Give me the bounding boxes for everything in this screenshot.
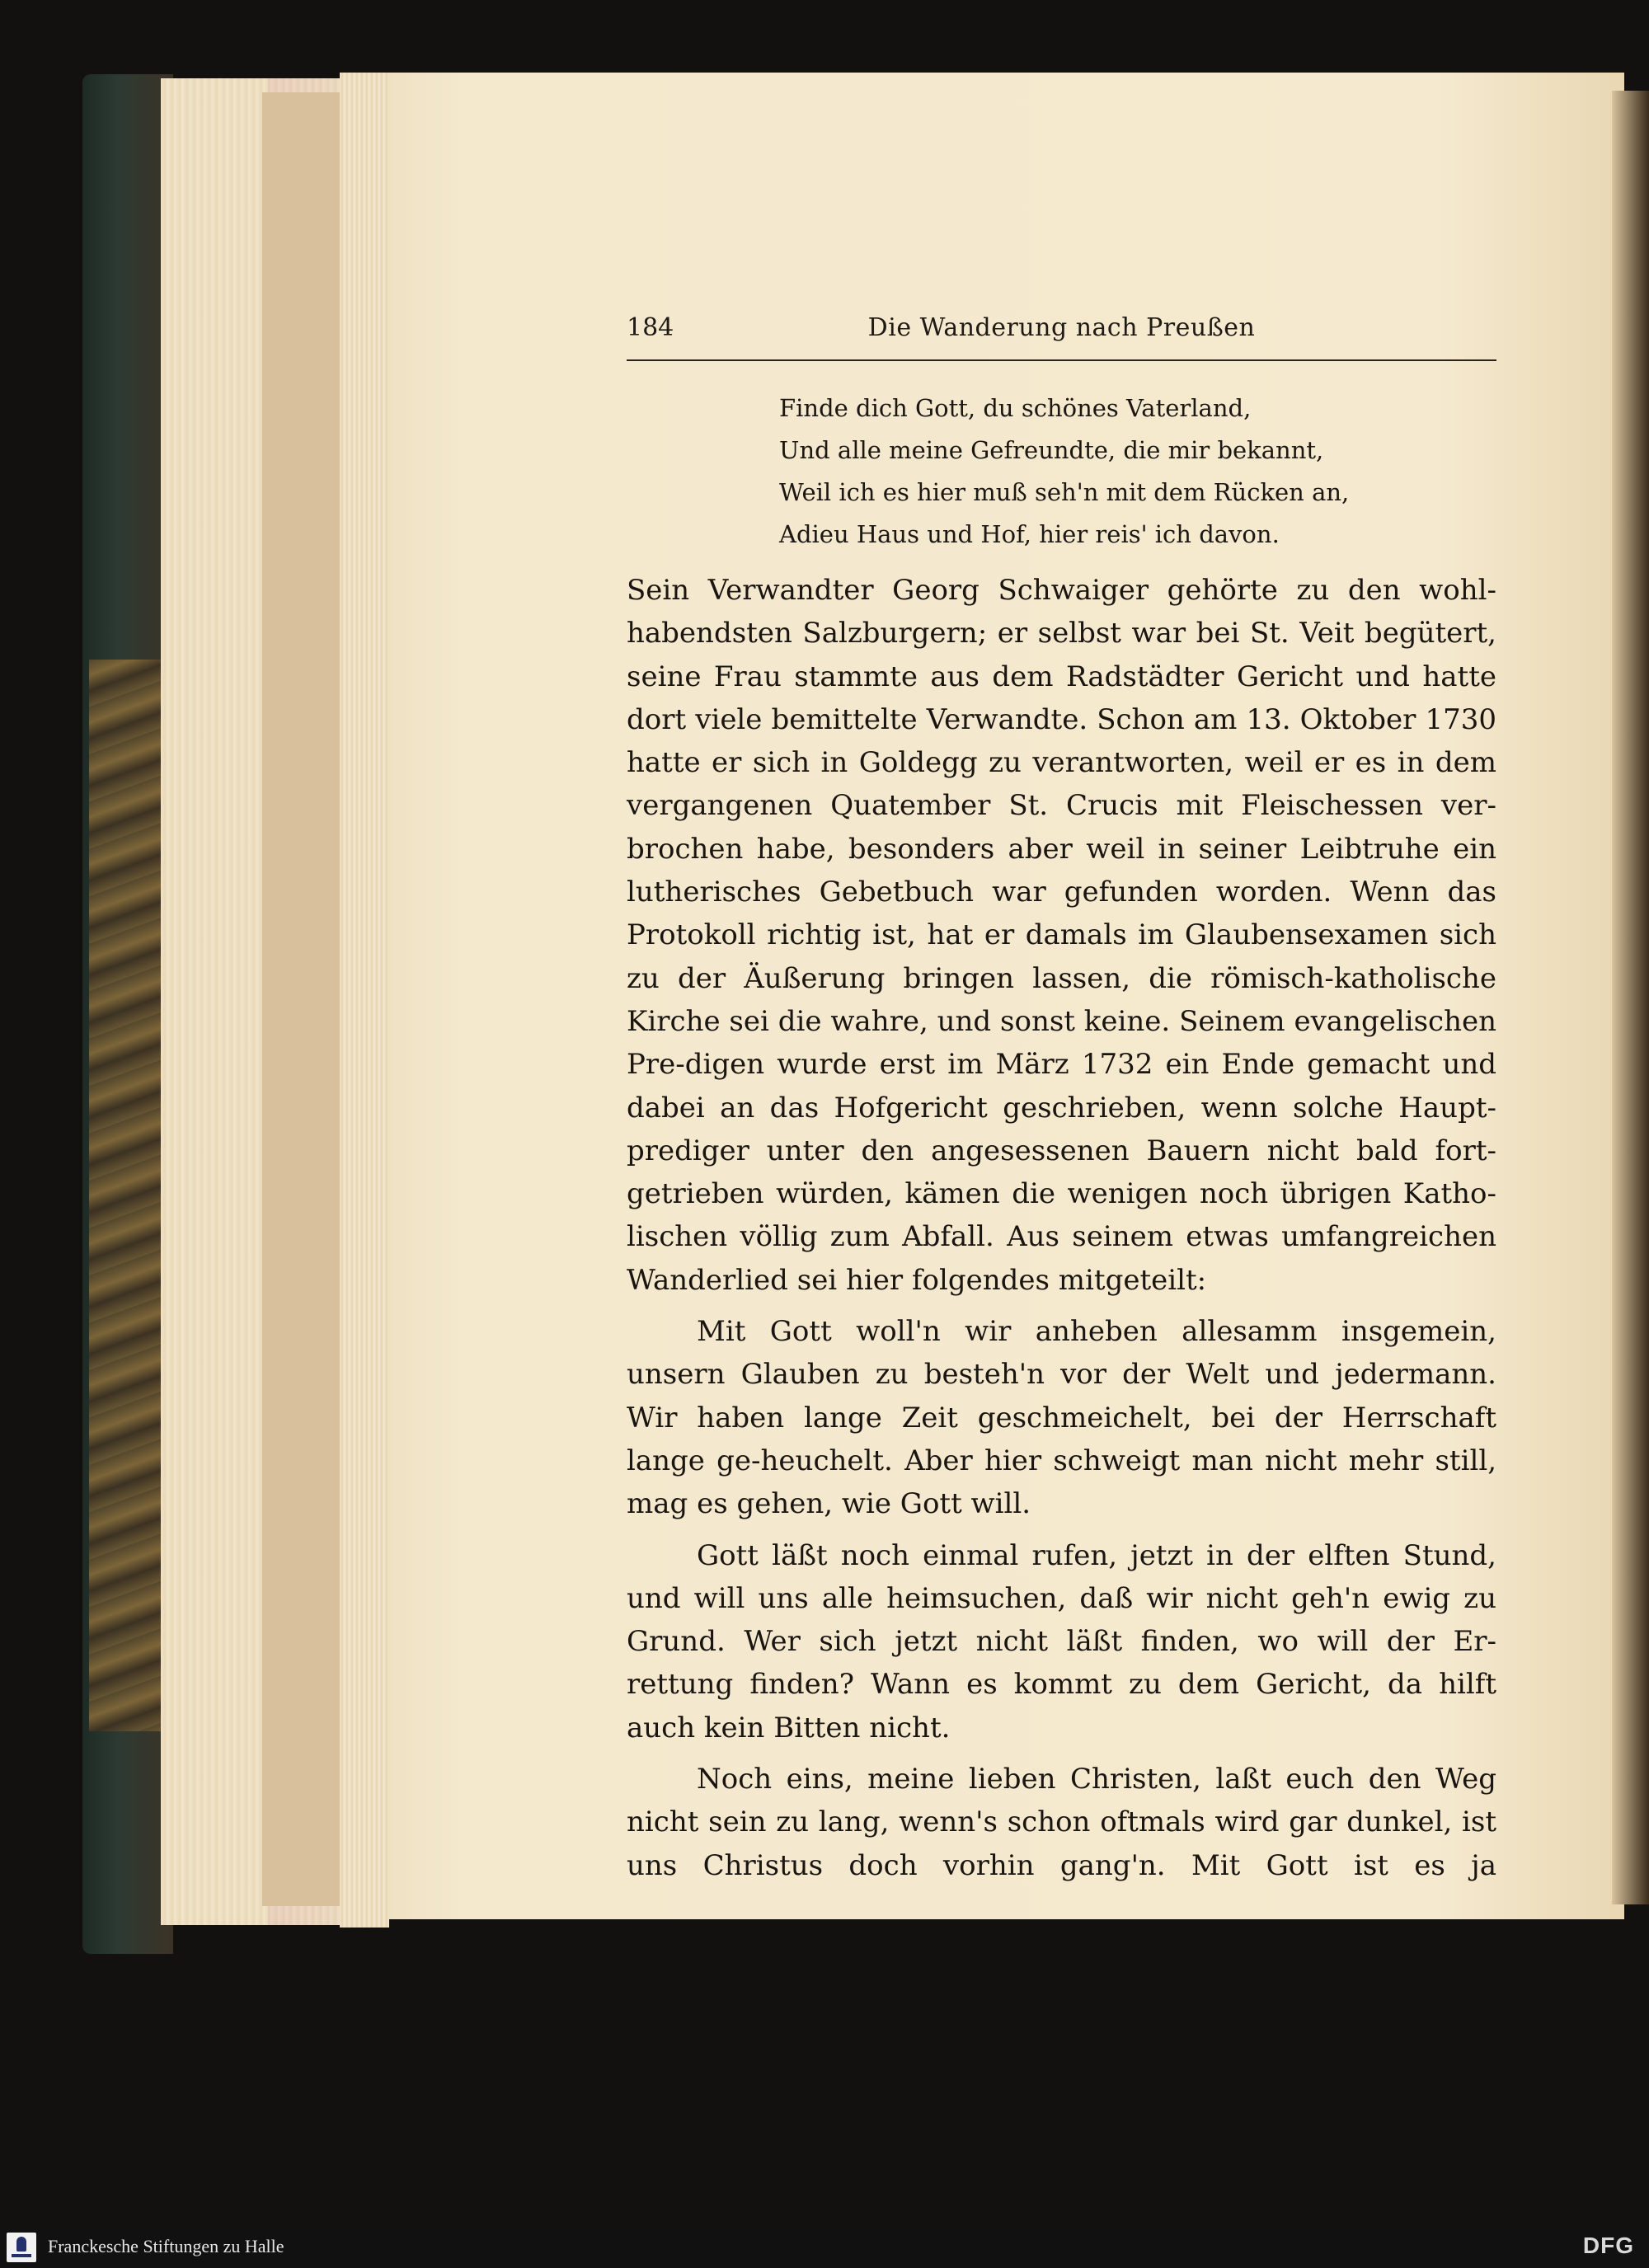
paragraph: Mit Gott woll'n wir anheben allesamm insgemein, unsern Glauben zu besteh'n vor der Welt und jedermann. Wir haben lange Zeit geschmeichelt, bei der Herrschaft lange ge-heuchelt. Aber hier schweigt man nicht mehr still, mag es gehen, wie Gott will. [627,1315,1496,1521]
body-text [627,569,1496,1887]
marbled-endpaper [89,660,167,1731]
page-edges [340,73,389,1928]
page-right-edge [1612,91,1649,1904]
paragraph: Gott läßt noch einmal rufen, jetzt in der elften Stund, und will uns alle heimsuchen, daß wir nicht geh'n ewig zu Grund. Wer sich jetzt nicht läßt finden, wo will der Er-rettung finden? Wann es kommt zu dem Gericht, da hilft auch kein Bitten nicht. [627,1538,1496,1744]
verse-line: Weil ich es hier muß seh'n mit dem Rücken an, [779,478,1350,506]
paragraph: Sein Verwandter Georg Schwaiger gehörte zu den wohl-habendsten Salzburgern; er selbst war bei St. Veit begütert, seine Frau stammte aus dem Radstädter Gericht und hatte dort viele bemittelte Verwandte. Schon am 13. Oktober 1730 hatte er sich in Goldegg zu verantworten, weil er es in dem vergangenen Quatember St. Crucis mit Fleischessen ver-brochen habe, besonders aber weil in seiner Leibtruhe ein lutherisches Gebetbuch war gefunden worden. Wenn das Protokoll richtig ist, hat er damals im Glaubensexamen sich zu der Äußerung bringen lassen, die römisch-katholische Kirche sei die wahre, und sonst keine. Seinem evangelischen Pre-digen wurde erst im März 1732 ein Ende gemacht und dabei an das Hofgericht geschrieben, wenn solche Haupt-prediger unter den angesessenen Bauern nicht bald fort-getrieben würden, kämen die wenigen noch übrigen Katho-lischen völlig zum Abfall. Aus seinem etwas umfangreichen Wanderlied sei hier folgendes mitgeteilt: [627,574,1496,1297]
footer-bar [0,2226,1649,2268]
verse-block [779,387,1455,556]
footer-institution: Franckesche Stiftungen zu Halle [48,2236,284,2256]
verse-line: Adieu Haus und Hof, hier reis' ich davon. [779,520,1280,548]
verse-line: Und alle meine Gefreundte, die mir bekannt, [779,436,1324,464]
page-number: 184 [627,313,674,342]
dfg-badge: DFG [1582,2233,1634,2258]
institution-logo-icon [7,2233,36,2262]
verse-line: Finde dich Gott, du schönes Vaterland, [779,394,1252,422]
page-header [627,312,1496,361]
paragraph: Noch eins, meine lieben Christen, laßt euch den Weg nicht sein zu lang, wenn's schon oftmals wird gar dunkel, ist uns Christus doch vorhin gang'n. Mit Gott ist es ja [627,1763,1496,1882]
running-title: Die Wanderung nach Preußen [867,313,1256,342]
